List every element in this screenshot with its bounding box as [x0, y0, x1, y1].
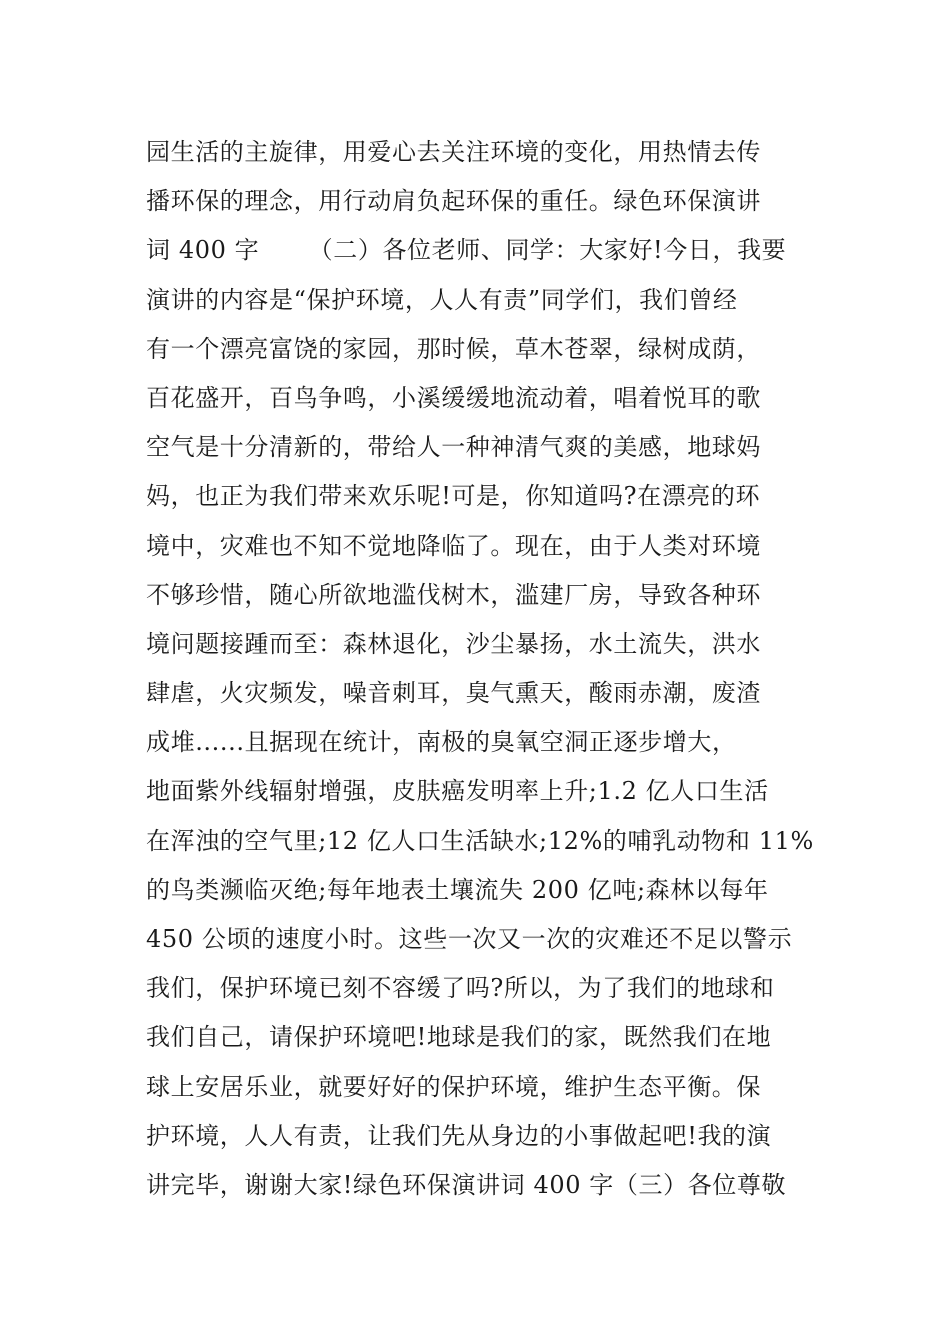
- text-line: 播环保的理念，用行动肩负起环保的重任。绿色环保演讲: [146, 187, 761, 216]
- text-line: 讲完毕，谢谢大家!绿色环保演讲词 400 字（三）各位尊敬: [146, 1170, 787, 1199]
- text-line: 百花盛开，百鸟争鸣，小溪缓缓地流动着，唱着悦耳的歌: [146, 383, 761, 412]
- text-line: 空气是十分清新的，带给人一种神清气爽的美感，地球妈: [146, 433, 761, 462]
- text-line: 境中，灾难也不知不觉地降临了。现在，由于人类对环境: [146, 531, 761, 560]
- text-line: 园生活的主旋律，用爱心去关注环境的变化，用热情去传: [146, 138, 761, 166]
- text-line: 境问题接踵而至：森林退化，沙尘暴扬，水土流失，洪水: [146, 629, 761, 658]
- text-line: 成堆......且据现在统计，南极的臭氧空洞正逐步增大，: [146, 728, 737, 757]
- text-line: 的鸟类濒临灭绝;每年地表土壤流失 200 亿吨;森林以每年: [146, 875, 769, 904]
- text-line: 妈，也正为我们带来欢乐呢!可是，你知道吗?在漂亮的环: [146, 482, 761, 511]
- text-line: 我们，保护环境已刻不容缓了吗?所以，为了我们的地球和: [146, 974, 775, 1003]
- text-line: 我们自己，请保护环境吧!地球是我们的家，既然我们在地: [146, 1023, 772, 1052]
- text-line: 肆虐，火灾频发，噪音刺耳，臭气熏天，酸雨赤潮，废渣: [146, 679, 761, 708]
- text-line: 词 400 字 （二）各位老师、同学：大家好!今日，我要: [146, 236, 787, 265]
- text-line: 护环境，人人有责，让我们先从身边的小事做起吧!我的演: [146, 1121, 772, 1150]
- text-line: 有一个漂亮富饶的家园，那时候，草木苍翠，绿树成荫，: [146, 334, 761, 363]
- text-line: 演讲的内容是“保护环境，人人有责”同学们，我们曾经: [146, 285, 738, 314]
- text-line: 450 公顷的速度小时。这些一次又一次的灾难还不足以警示: [146, 925, 793, 953]
- text-line: 不够珍惜，随心所欲地滥伐树木，滥建厂房，导致各种环: [146, 580, 761, 609]
- text-line: 球上安居乐业，就要好好的保护环境，维护生态平衡。保: [146, 1072, 761, 1101]
- body-text: [146, 128, 816, 1210]
- text-line: 在浑浊的空气里;12 亿人口生活缺水;12%的哺乳动物和 11%: [146, 826, 814, 855]
- text-line: 地面紫外线辐射增强，皮肤癌发明率上升;1.2 亿人口生活: [146, 777, 769, 806]
